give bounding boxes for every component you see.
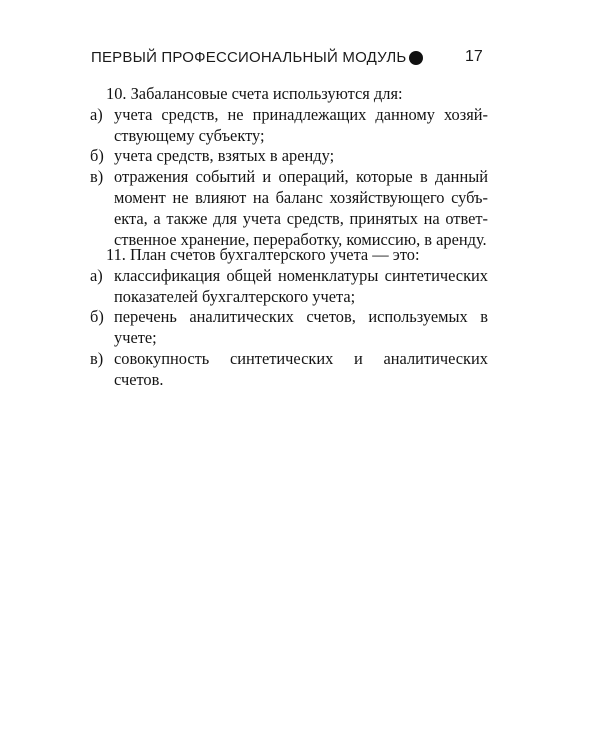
answer-option-c: [90, 349, 488, 391]
answer-option-a: [90, 266, 488, 308]
option-line: учета средств, взятых в аренду;: [114, 146, 335, 166]
page-number: 17: [465, 48, 483, 65]
option-line: учета средств, не принадлежащих данному хозяй-: [114, 104, 488, 124]
running-head-title: ПЕРВЫЙ ПРОФЕССИОНАЛЬНЫЙ МОДУЛЬ: [91, 49, 407, 66]
option-text: [114, 167, 488, 250]
option-text: [114, 105, 488, 147]
option-line: перечень аналитических счетов, используемых в: [114, 307, 488, 327]
option-line: совокупность синтетических и аналитических счетов.: [114, 348, 488, 389]
answer-option-b: [90, 146, 488, 167]
option-line: классификация общей номенклатуры синтетических: [114, 265, 488, 285]
option-letter: в): [90, 167, 104, 187]
question-10: [90, 84, 488, 250]
option-letter: б): [90, 146, 104, 166]
answer-option-a: [90, 105, 488, 147]
option-letter: а): [90, 265, 103, 285]
option-text: [114, 349, 488, 391]
option-line: момент не влияют на баланс хозяйствующего субъ-: [114, 187, 488, 207]
option-line: ственное хранение, переработку, комиссию, в аренду.: [114, 229, 487, 249]
question-title: 10. Забалансовые счета используются для:: [106, 84, 403, 103]
header-bullet-mark: [409, 51, 423, 65]
question-11: [90, 245, 488, 391]
option-text: [114, 146, 488, 167]
question-title: 11. План счетов бухгалтерского учета — это:: [106, 245, 420, 264]
option-letter: а): [90, 104, 103, 124]
option-text: [114, 307, 488, 349]
option-letter: б): [90, 307, 104, 327]
option-text: [114, 266, 488, 308]
option-line: отражения событий и операций, которые в данный: [114, 167, 488, 187]
option-line: екта, а также для учета средств, принятых на ответ-: [114, 208, 488, 228]
answer-option-b: [90, 307, 488, 349]
option-letter: в): [90, 348, 104, 368]
option-line: ствующему субъекту;: [114, 125, 265, 145]
answer-option-c: [90, 167, 488, 250]
option-line: показателей бухгалтерского учета;: [114, 286, 356, 306]
option-line: учете;: [114, 328, 157, 348]
